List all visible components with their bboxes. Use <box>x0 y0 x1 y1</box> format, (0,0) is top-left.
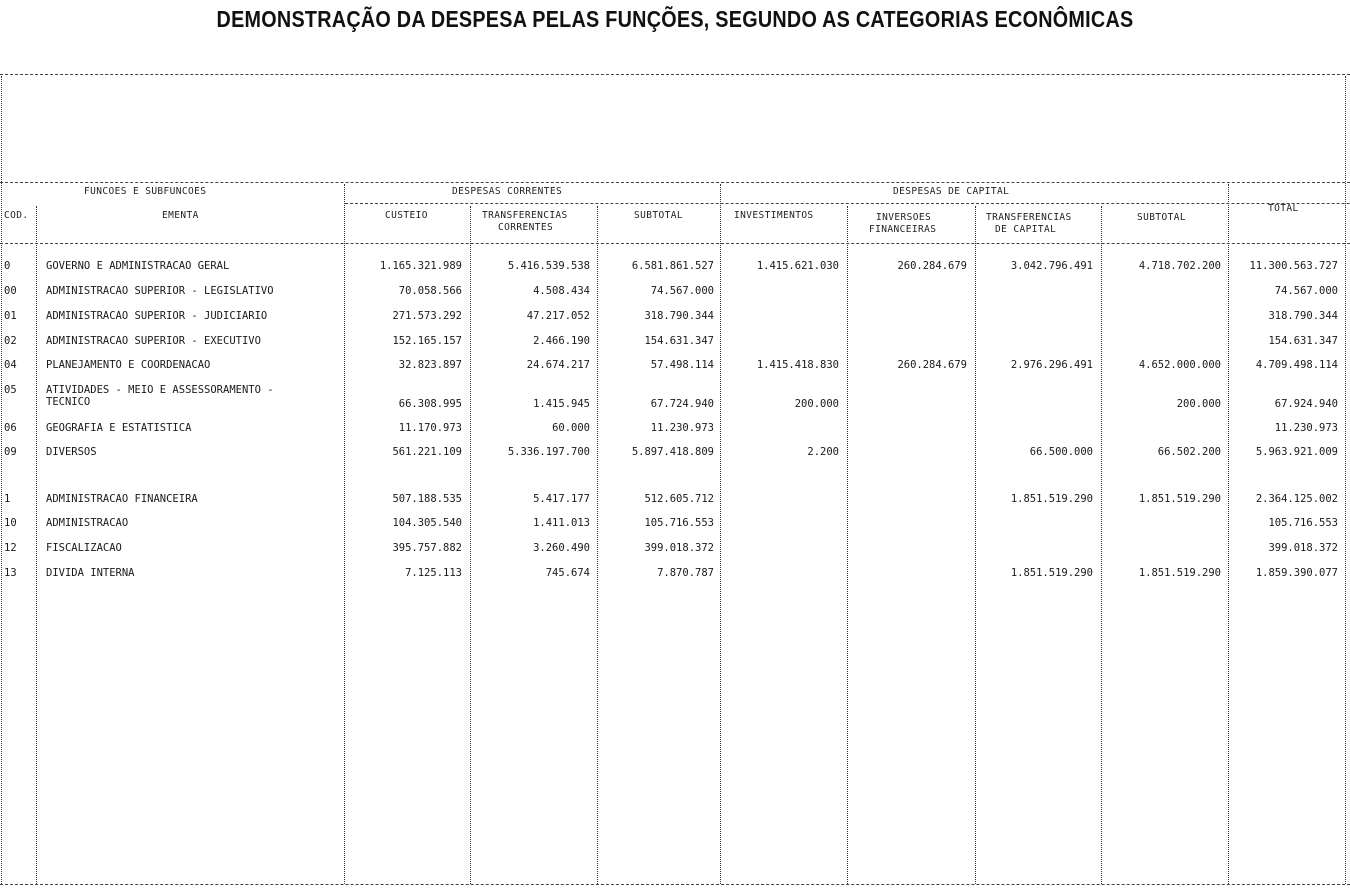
cell-total: 318.790.344 <box>1268 310 1338 322</box>
page-title: DEMONSTRAÇÃO DA DESPESA PELAS FUNÇÕES, SEGUNDO AS CATEGORIAS ECONÔMICAS <box>216 6 1134 32</box>
header-inversoes-1: INVERSOES <box>876 212 932 223</box>
cell-cod: 00 <box>4 285 17 297</box>
cell-ementa: ATIVIDADES - MEIO E ASSESSORAMENTO - <box>46 384 274 396</box>
col-divider-ementa <box>344 184 345 884</box>
header-subtotal-correntes: SUBTOTAL <box>634 210 683 221</box>
header-funcoes: FUNCOES E SUBFUNCOES <box>84 186 207 197</box>
cell-transf-corr: 5.416.539.538 <box>507 260 590 272</box>
cell-custeio: 1.165.321.989 <box>379 260 462 272</box>
header-despesas-correntes: DESPESAS CORRENTES <box>452 186 563 197</box>
cell-subtotal-cap: 66.502.200 <box>1157 446 1221 458</box>
cell-transf-corr: 1.415.945 <box>533 398 590 410</box>
header-transf-correntes-2: CORRENTES <box>498 222 554 233</box>
cell-transf-corr: 4.508.434 <box>533 285 590 297</box>
cell-subtotal-corr: 7.870.787 <box>657 567 714 579</box>
header-inversoes-2: FINANCEIRAS <box>869 224 937 235</box>
header-transf-correntes-1: TRANSFERENCIAS <box>482 210 568 221</box>
header-cod: COD. <box>4 210 29 221</box>
cell-cod: 05 <box>4 384 17 396</box>
cell-ementa: DIVIDA INTERNA <box>46 567 135 579</box>
col-divider-custeio <box>470 206 471 884</box>
cell-ementa: DIVERSOS <box>46 446 97 458</box>
cell-custeio: 7.125.113 <box>405 567 462 579</box>
header-total: TOTAL <box>1268 203 1299 214</box>
cell-cod: 09 <box>4 446 17 458</box>
bottom-border <box>0 884 1350 885</box>
cell-custeio: 32.823.897 <box>398 359 462 371</box>
col-divider-inversoes <box>975 206 976 884</box>
cell-total: 154.631.347 <box>1268 335 1338 347</box>
header-top-rule <box>0 182 1350 183</box>
cell-transf-corr: 745.674 <box>545 567 590 579</box>
header-custeio: CUSTEIO <box>385 210 428 221</box>
cell-ementa-continuation: TECNICO <box>46 396 91 408</box>
col-divider-cod <box>36 206 37 884</box>
header-ementa: EMENTA <box>162 210 199 221</box>
cell-custeio: 395.757.882 <box>392 542 462 554</box>
cell-ementa: ADMINISTRACAO FINANCEIRA <box>46 493 198 505</box>
cell-subtotal-corr: 74.567.000 <box>650 285 714 297</box>
cell-subtotal-corr: 5.897.418.809 <box>631 446 714 458</box>
cell-ementa: GEOGRAFIA E ESTATISTICA <box>46 422 192 434</box>
cell-subtotal-corr: 318.790.344 <box>644 310 714 322</box>
cell-cod: 02 <box>4 335 17 347</box>
cell-total: 105.716.553 <box>1268 517 1338 529</box>
cell-subtotal-cap: 4.718.702.200 <box>1138 260 1221 272</box>
cell-total: 4.709.498.114 <box>1255 359 1338 371</box>
cell-transf-corr: 5.336.197.700 <box>507 446 590 458</box>
cell-subtotal-cap: 200.000 <box>1176 398 1221 410</box>
right-border <box>1345 76 1346 884</box>
col-divider-transf-cap <box>1101 206 1102 884</box>
cell-custeio: 104.305.540 <box>392 517 462 529</box>
cell-subtotal-corr: 512.605.712 <box>644 493 714 505</box>
cell-transf-corr: 3.260.490 <box>533 542 590 554</box>
cell-cod: 1 <box>4 493 11 505</box>
cell-ementa: PLANEJAMENTO E COORDENACAO <box>46 359 211 371</box>
cell-ementa: ADMINISTRACAO SUPERIOR - JUDICIARIO <box>46 310 268 322</box>
cell-ementa: ADMINISTRACAO SUPERIOR - LEGISLATIVO <box>46 285 274 297</box>
group-header-rule <box>345 203 1350 204</box>
cell-transf-corr: 1.411.013 <box>533 517 590 529</box>
cell-subtotal-corr: 6.581.861.527 <box>631 260 714 272</box>
header-despesas-capital: DESPESAS DE CAPITAL <box>893 186 1010 197</box>
cell-ementa: GOVERNO E ADMINISTRACAO GERAL <box>46 260 230 272</box>
cell-inversoes: 260.284.679 <box>897 359 967 371</box>
cell-cod: 06 <box>4 422 17 434</box>
header-transf-capital-2: DE CAPITAL <box>995 224 1057 235</box>
cell-subtotal-corr: 154.631.347 <box>644 335 714 347</box>
cell-transf-corr: 2.466.190 <box>533 335 590 347</box>
cell-cod: 13 <box>4 567 17 579</box>
cell-cod: 01 <box>4 310 17 322</box>
cell-subtotal-cap: 1.851.519.290 <box>1138 493 1221 505</box>
cell-invest: 200.000 <box>794 398 839 410</box>
cell-custeio: 66.308.995 <box>398 398 462 410</box>
top-border <box>0 74 1350 75</box>
cell-ementa: ADMINISTRACAO <box>46 517 129 529</box>
cell-inversoes: 260.284.679 <box>897 260 967 272</box>
cell-total: 1.859.390.077 <box>1255 567 1338 579</box>
cell-subtotal-corr: 57.498.114 <box>650 359 714 371</box>
cell-cod: 12 <box>4 542 17 554</box>
cell-custeio: 152.165.157 <box>392 335 462 347</box>
col-divider-transf-corr <box>597 206 598 884</box>
cell-invest: 2.200 <box>807 446 839 458</box>
cell-transf-cap: 3.042.796.491 <box>1010 260 1093 272</box>
cell-invest: 1.415.621.030 <box>756 260 839 272</box>
left-border <box>1 76 2 884</box>
cell-total: 67.924.940 <box>1274 398 1338 410</box>
cell-subtotal-corr: 399.018.372 <box>644 542 714 554</box>
cell-total: 5.963.921.009 <box>1255 446 1338 458</box>
cell-custeio: 70.058.566 <box>398 285 462 297</box>
cell-transf-cap: 2.976.296.491 <box>1010 359 1093 371</box>
header-subtotal-capital: SUBTOTAL <box>1137 212 1186 223</box>
cell-custeio: 271.573.292 <box>392 310 462 322</box>
cell-cod: 04 <box>4 359 17 371</box>
cell-ementa: FISCALIZACAO <box>46 542 122 554</box>
cell-transf-corr: 5.417.177 <box>533 493 590 505</box>
cell-total: 11.230.973 <box>1274 422 1338 434</box>
col-divider-invest <box>847 206 848 884</box>
cell-subtotal-corr: 105.716.553 <box>644 517 714 529</box>
cell-subtotal-cap: 1.851.519.290 <box>1138 567 1221 579</box>
col-divider-subtotal-cap <box>1228 184 1229 884</box>
cell-transf-corr: 47.217.052 <box>526 310 590 322</box>
cell-total: 74.567.000 <box>1274 285 1338 297</box>
cell-cod: 0 <box>4 260 11 272</box>
cell-invest: 1.415.418.830 <box>756 359 839 371</box>
cell-custeio: 561.221.109 <box>392 446 462 458</box>
cell-cod: 10 <box>4 517 17 529</box>
cell-transf-cap: 1.851.519.290 <box>1010 567 1093 579</box>
header-transf-capital-1: TRANSFERENCIAS <box>986 212 1072 223</box>
cell-subtotal-cap: 4.652.000.000 <box>1138 359 1221 371</box>
cell-custeio: 11.170.973 <box>398 422 462 434</box>
cell-subtotal-corr: 11.230.973 <box>650 422 714 434</box>
header-bottom-rule <box>0 243 1350 244</box>
cell-transf-corr: 60.000 <box>552 422 590 434</box>
cell-custeio: 507.188.535 <box>392 493 462 505</box>
cell-ementa: ADMINISTRACAO SUPERIOR - EXECUTIVO <box>46 335 261 347</box>
cell-total: 2.364.125.002 <box>1255 493 1338 505</box>
cell-transf-cap: 66.500.000 <box>1029 446 1093 458</box>
cell-transf-corr: 24.674.217 <box>526 359 590 371</box>
cell-subtotal-corr: 67.724.940 <box>650 398 714 410</box>
cell-total: 399.018.372 <box>1268 542 1338 554</box>
cell-transf-cap: 1.851.519.290 <box>1010 493 1093 505</box>
cell-total: 11.300.563.727 <box>1249 260 1338 272</box>
col-divider-subtotal-corr <box>720 184 721 884</box>
header-investimentos: INVESTIMENTOS <box>734 210 814 221</box>
